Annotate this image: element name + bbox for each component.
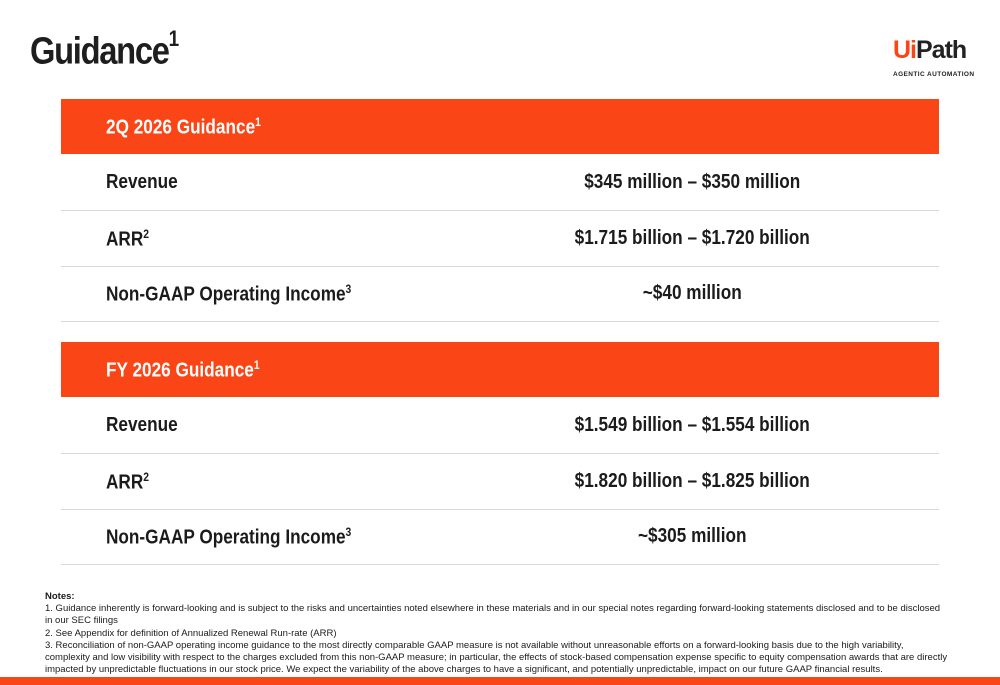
row-label-text: Non-GAAP Operating Income: [106, 283, 346, 306]
row-value: $1.549 billion – $1.554 billion: [574, 414, 810, 436]
note-1: 1. Guidance inherently is forward-looking and is subject to the risks and uncertainties noted elsewhere in these materials and in our special notes regarding forward-looking statements disclosed and to be disclosed in our SEC filings: [45, 603, 941, 627]
row-label-text: ARR: [106, 228, 144, 251]
section-header-footnote-ref: 1: [253, 358, 260, 372]
row-value: $1.820 billion – $1.825 billion: [574, 470, 810, 492]
logo-wordmark-path: Path: [916, 36, 967, 64]
table-row-fy-operating-income: [61, 509, 939, 565]
row-footnote-ref: 3: [345, 525, 352, 539]
logo-wordmark-ui: Ui: [893, 36, 916, 64]
bottom-accent-bar: [0, 677, 1000, 685]
notes-title: Notes:: [45, 591, 75, 602]
section-header-text: [106, 358, 260, 383]
page-title-footnote-ref: 1: [168, 26, 178, 51]
row-footnote-ref: 2: [143, 227, 150, 241]
row-value: $1.715 billion – $1.720 billion: [574, 227, 810, 249]
section-header-fy-2026: [61, 342, 939, 397]
section-header-footnote-ref: 1: [255, 115, 261, 129]
row-label-text: Revenue: [106, 171, 178, 193]
row-footnote-ref: 3: [345, 282, 352, 296]
row-label-text: Non-GAAP Operating Income: [106, 526, 346, 549]
row-label-text: Revenue: [106, 414, 178, 436]
section-header-2q-2026: [61, 99, 939, 154]
row-footnote-ref: 2: [143, 470, 150, 484]
row-label-text: ARR: [106, 471, 144, 494]
table-row-fy-revenue: [61, 398, 939, 454]
table-row-2q-operating-income: [61, 266, 939, 322]
page-title: [30, 26, 178, 74]
row-value: $345 million – $350 million: [584, 171, 801, 193]
section-header-label: 2Q 2026 Guidance: [106, 116, 256, 139]
table-row-fy-arr: [61, 454, 939, 510]
logo-wordmark: [893, 37, 965, 63]
uipath-logo: [893, 36, 975, 78]
logo-tagline: AGENTIC AUTOMATION: [893, 71, 975, 78]
page-title-text: Guidance: [30, 30, 169, 73]
row-value: ~$305 million: [637, 525, 747, 547]
note-2: 2. See Appendix for definition of Annualized Renewal Run-rate (ARR): [45, 627, 337, 639]
section-header-label: FY 2026 Guidance: [106, 359, 254, 382]
table-row-2q-revenue: [61, 155, 939, 211]
table-row-2q-arr: [61, 211, 939, 267]
row-value: ~$40 million: [642, 282, 742, 304]
note-3: 3. Reconciliation of non-GAAP operating income guidance to the most directly comparable GAAP measure is not available without unreasonable efforts on a forward-looking basis due to the high variability, complexity and low visibility with respect to the charges excluded from this non-GAAP measure; in particular, the effects of stock-based compensation expense specific to equity compensation awards that are directly impacted by unpredictable fluctuations in our stock price. We expect the variability of the above charges to have a significant, and potentially unpredictable, impact on our future GAAP financial results.: [45, 639, 948, 676]
section-header-text: [106, 115, 261, 140]
footnotes: [45, 591, 950, 676]
